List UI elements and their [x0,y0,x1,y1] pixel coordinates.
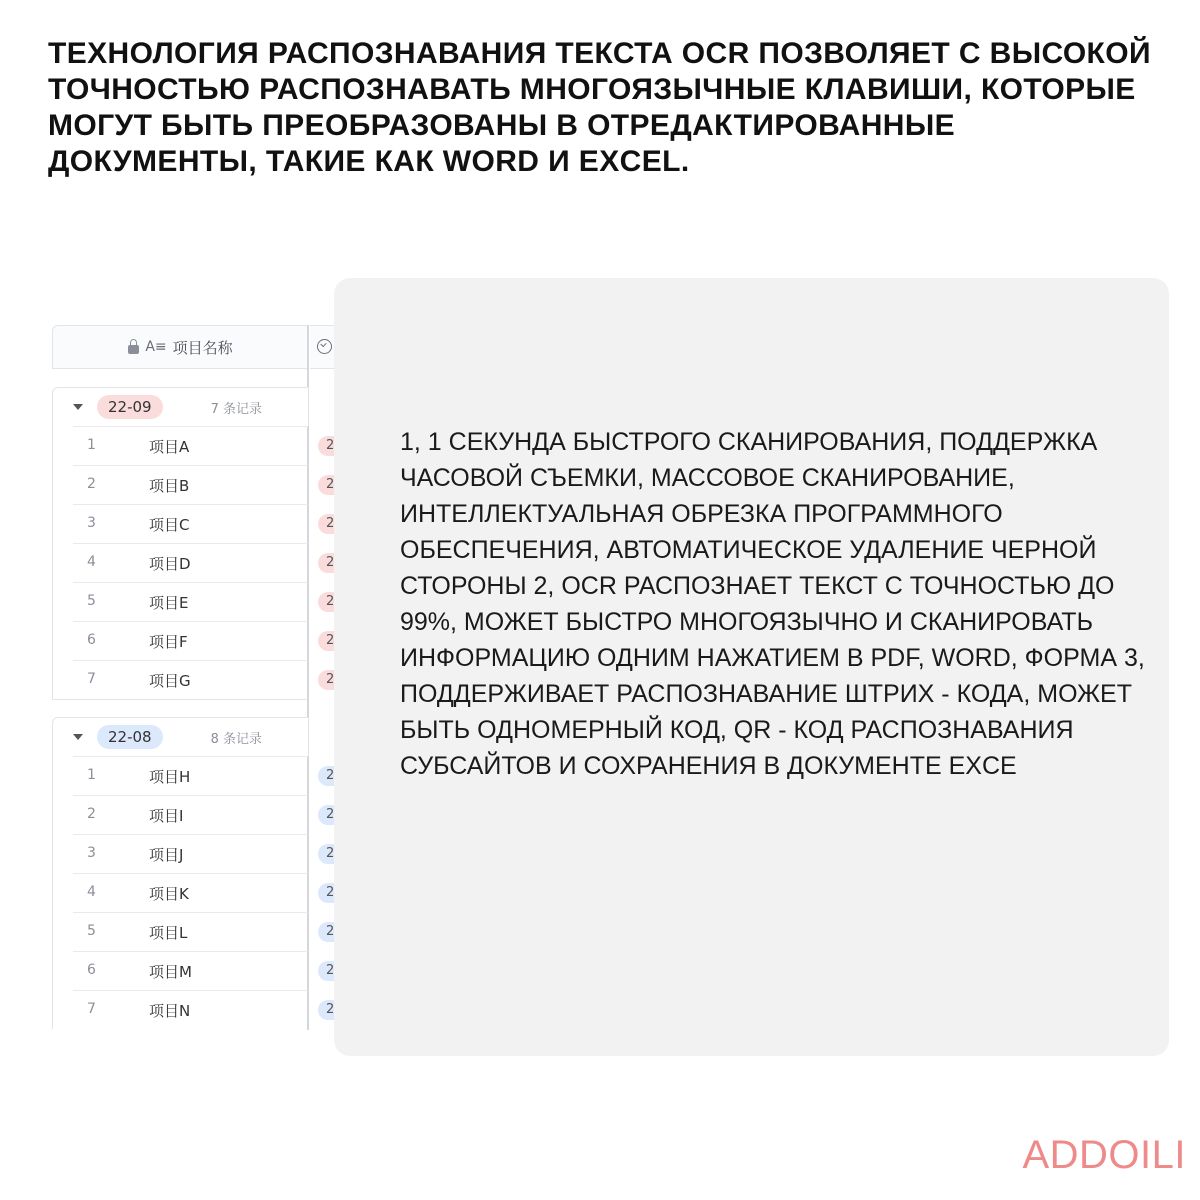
group-header[interactable] [52,387,309,426]
description-panel [334,278,1169,1056]
row-date-chip: 2 [318,1000,352,1020]
caret-down-icon[interactable] [73,734,83,740]
table-row[interactable] [73,426,335,465]
table-row[interactable] [73,873,335,912]
feature-description: 1, 1 СЕКУНДА БЫСТРОГО СКАНИРОВАНИЯ, ПОДДЕРЖКА ЧАСОВОЙ СЪЕМКИ, МАССОВОЕ СКАНИРОВАНИЕ, ИНТЕЛЛЕКТУАЛЬНАЯ ОБРЕЗКА ПРОГРАММНОГО ОБЕСПЕЧЕНИЯ, АВТОМАТИЧЕСКОЕ УДАЛЕНИЕ ЧЕРНОЙ СТОРОНЫ 2, OCR РАСПОЗНАЕТ ТЕКСТ С ТОЧНОСТЬЮ ДО 99%, МОЖЕТ БЫСТРО МНОГОЯЗЫЧНО И СКАНИРОВАТЬ ИНФОРМАЦИЮ ОДНИМ НАЖАТИЕМ В PDF, WORD, ФОРМА 3, ПОДДЕРЖИВАЕТ РАСПОЗНАВАНИЕ ШТРИХ - КОДА, МОЖЕТ БЫТЬ ОДНОМЕРНЫЙ КОД, QR - КОД РАСПОЗНАВАНИЯ СУБСАЙТОВ И СОХРАНЕНИЯ В ДОКУМЕНТЕ EXCE [400,428,1145,780]
table-row[interactable] [73,543,335,582]
row-date-chip: 2 [318,670,352,690]
caret-down-icon[interactable] [73,404,83,410]
row-name: 项目K [149,885,189,903]
table-row[interactable] [73,951,335,990]
row-number: 4 [87,884,96,900]
row-date-chip: 2 [318,592,352,612]
table-row[interactable] [73,756,335,795]
row-date-chip: 2 [318,922,352,942]
row-number: 1 [87,437,96,453]
row-name: 项目A [149,438,190,456]
row-number: 5 [87,923,96,939]
row-number: 2 [87,806,96,822]
table-screenshot [52,325,352,1030]
group-tag: 22-09 [97,395,163,419]
row-date-chip: 2 [318,883,352,903]
row-number: 4 [87,554,96,570]
table-row[interactable] [73,582,335,621]
row-date-chip: 2 [318,475,352,495]
row-name: 项目H [149,768,191,786]
row-number: 7 [87,1001,96,1017]
row-date-chip: 2 [318,766,352,786]
row-name: 项目B [149,477,190,495]
row-date-chip: 2 [318,631,352,651]
table-row[interactable] [73,621,335,660]
table-row[interactable] [73,912,335,951]
headline: ТЕХНОЛОГИЯ РАСПОЗНАВАНИЯ ТЕКСТА OCR ПОЗВОЛЯЕТ С ВЫСОКОЙ ТОЧНОСТЬЮ РАСПОЗНАВАТЬ МНОГОЯЗЫЧНЫЕ КЛАВИШИ, КОТОРЫЕ МОГУТ БЫТЬ ПРЕОБРАЗОВАНЫ В ОТРЕДАКТИРОВАННЫЕ ДОКУМЕНТЫ, ТАКИЕ КАК WORD И EXCEL. [48,37,1151,178]
column-header-name[interactable] [52,325,309,369]
row-name: 项目J [149,846,184,864]
row-date-chip: 2 [318,514,352,534]
table-row[interactable] [73,990,335,1029]
text-field-icon: A≡ [145,339,167,355]
row-number: 3 [87,845,96,861]
row-date-chip: 2 [318,961,352,981]
row-name: 项目E [149,594,189,612]
table-row[interactable] [73,795,335,834]
row-number: 3 [87,515,96,531]
group-22-09 [52,387,352,700]
row-name: 项目C [149,516,190,534]
row-name: 项目G [149,672,191,690]
row-number: 5 [87,593,96,609]
column-header-label: 项目名称 [172,338,233,357]
group-count: 7 条记录 [210,401,262,417]
row-number: 6 [87,632,96,648]
row-number: 2 [87,476,96,492]
table-row[interactable] [73,660,335,699]
clock-icon [317,339,332,354]
row-date-chip: 2 [318,436,352,456]
table-row[interactable] [73,504,335,543]
brand-logo: ADDOILI [1022,1133,1186,1177]
row-name: 项目D [149,555,191,573]
row-name: 项目L [149,924,188,942]
row-number: 7 [87,671,96,687]
row-date-chip: 2 [318,553,352,573]
row-date-chip: 2 [318,844,352,864]
row-name: 项目F [149,633,188,651]
lock-icon [128,345,139,354]
row-name: 项目I [149,807,184,825]
group-count: 8 条记录 [210,731,262,747]
table-row[interactable] [73,465,335,504]
row-name: 项目M [149,963,192,981]
row-number: 1 [87,767,96,783]
group-tag: 22-08 [97,725,163,749]
row-name: 项目N [149,1002,191,1020]
group-22-08 [52,717,352,1029]
group-header[interactable] [52,717,309,756]
table-row[interactable] [73,834,335,873]
row-number: 6 [87,962,96,978]
row-date-chip: 2 [318,805,352,825]
